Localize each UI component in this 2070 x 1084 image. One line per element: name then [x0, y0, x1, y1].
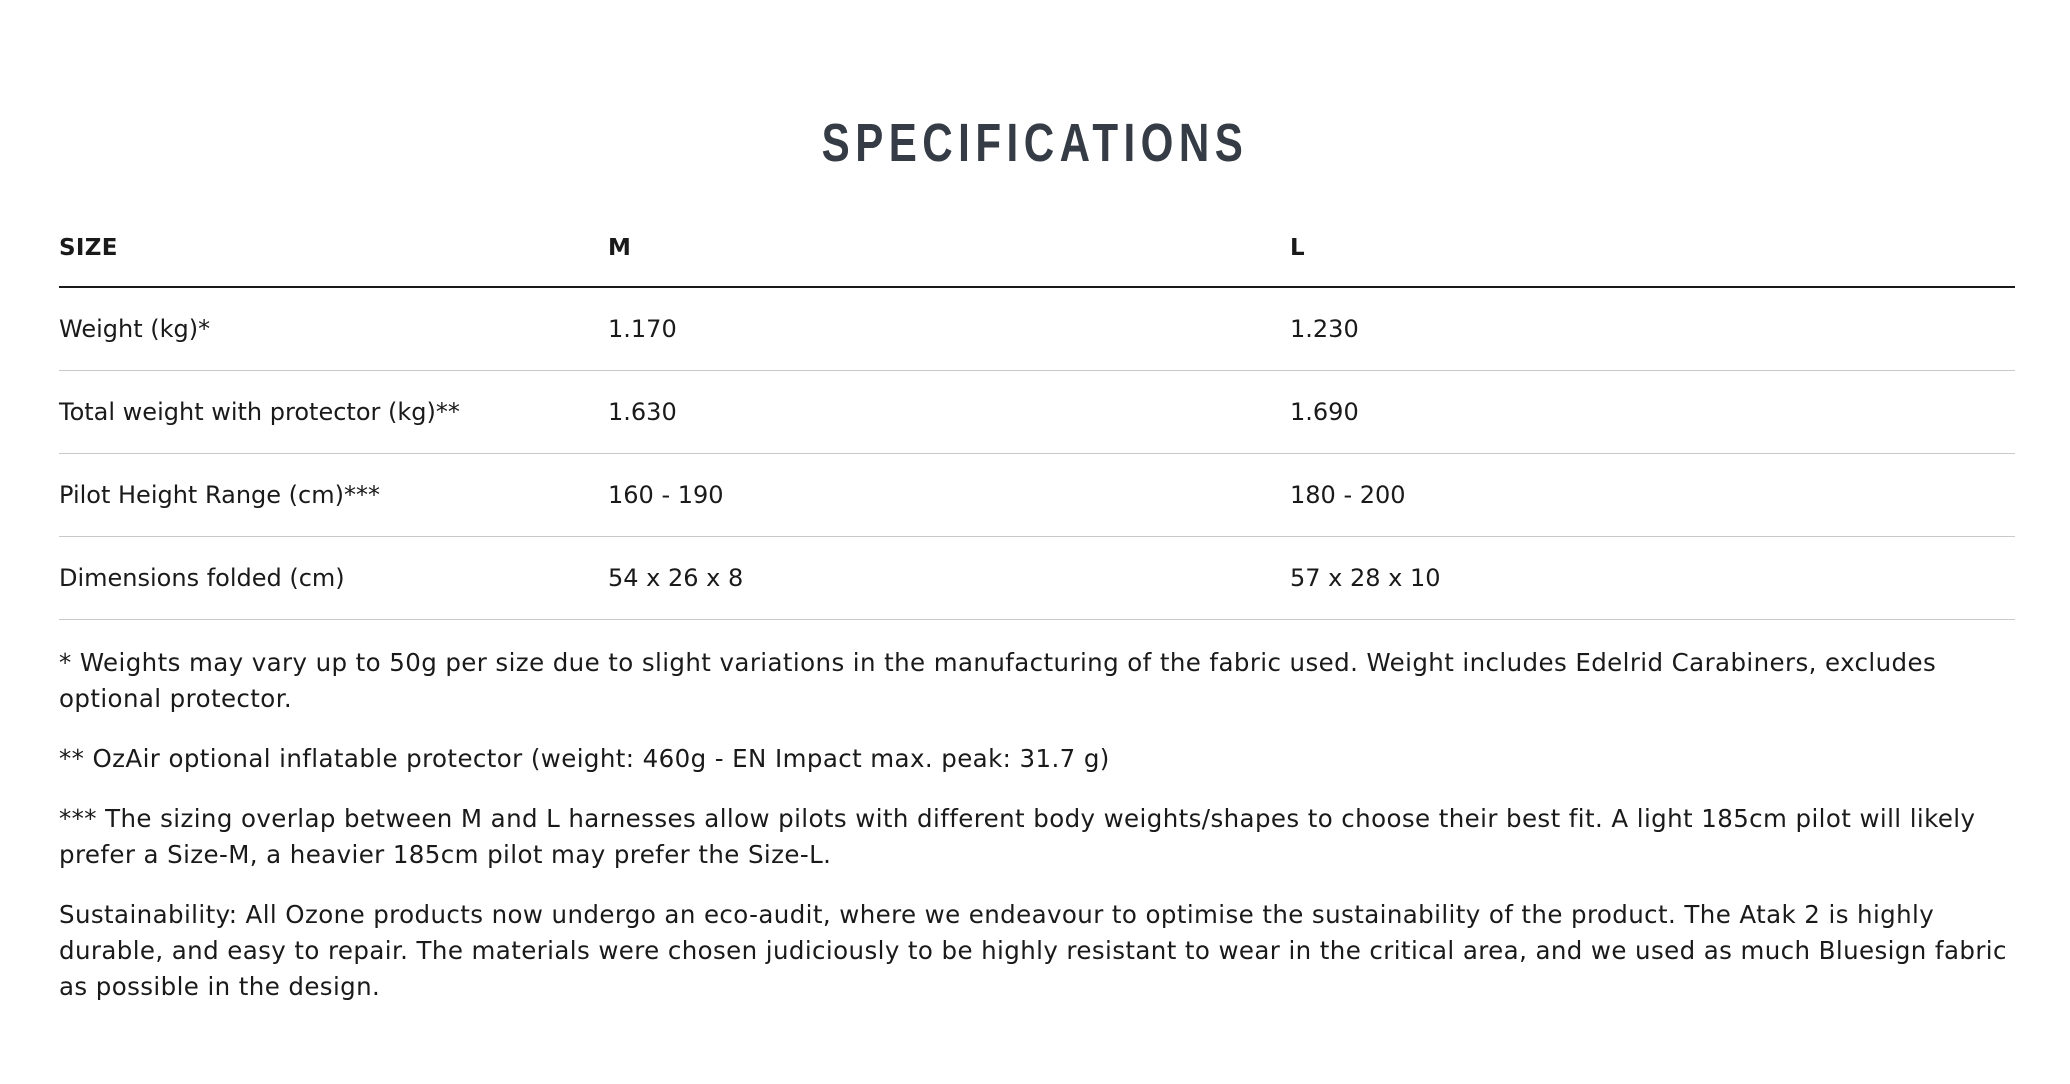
footnote-sizing: *** The sizing overlap between M and L harnesses allow pilots with different body weights/shapes to choose their best fit. A light 185cm pilot will likely prefer a Size-M, a heavier 185cm pilot may prefer the Size-L. [59, 804, 1976, 869]
footnotes [59, 645, 2019, 1029]
table-row [59, 454, 2015, 537]
value-m: 54 x 26 x 8 [608, 537, 1290, 620]
row-label: Pilot Height Range (cm)*** [59, 454, 608, 537]
row-label: Total weight with protector (kg)** [59, 371, 608, 454]
value-m: 160 - 190 [608, 454, 1290, 537]
value-l: 180 - 200 [1290, 454, 2015, 537]
column-header-size: SIZE [59, 210, 608, 287]
value-l: 1.230 [1290, 287, 2015, 371]
page-title: SPECIFICATIONS [821, 113, 1249, 174]
column-header-l: L [1290, 210, 2015, 287]
table-row [59, 371, 2015, 454]
footnote-protector: ** OzAir optional inflatable protector (weight: 460g - EN Impact max. peak: 31.7 g) [59, 744, 1110, 773]
footnote-sustainability: Sustainability: All Ozone products now undergo an eco-audit, where we endeavour to optimise the sustainability of the product. The Atak 2 is highly durable, and easy to repair. The materials were chosen judiciously to be highly resistant to wear in the critical area, and we used as much Bluesign fabric as possible in the design. [59, 900, 2007, 1001]
value-m: 1.170 [608, 287, 1290, 371]
column-header-m: M [608, 210, 1290, 287]
table-row [59, 287, 2015, 371]
value-m: 1.630 [608, 371, 1290, 454]
row-label: Weight (kg)* [59, 287, 608, 371]
row-label: Dimensions folded (cm) [59, 537, 608, 620]
specifications-table [59, 210, 2015, 620]
table-header-row [59, 210, 2015, 287]
value-l: 1.690 [1290, 371, 2015, 454]
footnote-weight: * Weights may vary up to 50g per size due to slight variations in the manufacturing of the fabric used. Weight includes Edelrid Carabiners, excludes optional protector. [59, 648, 1937, 713]
table-row [59, 537, 2015, 620]
value-l: 57 x 28 x 10 [1290, 537, 2015, 620]
